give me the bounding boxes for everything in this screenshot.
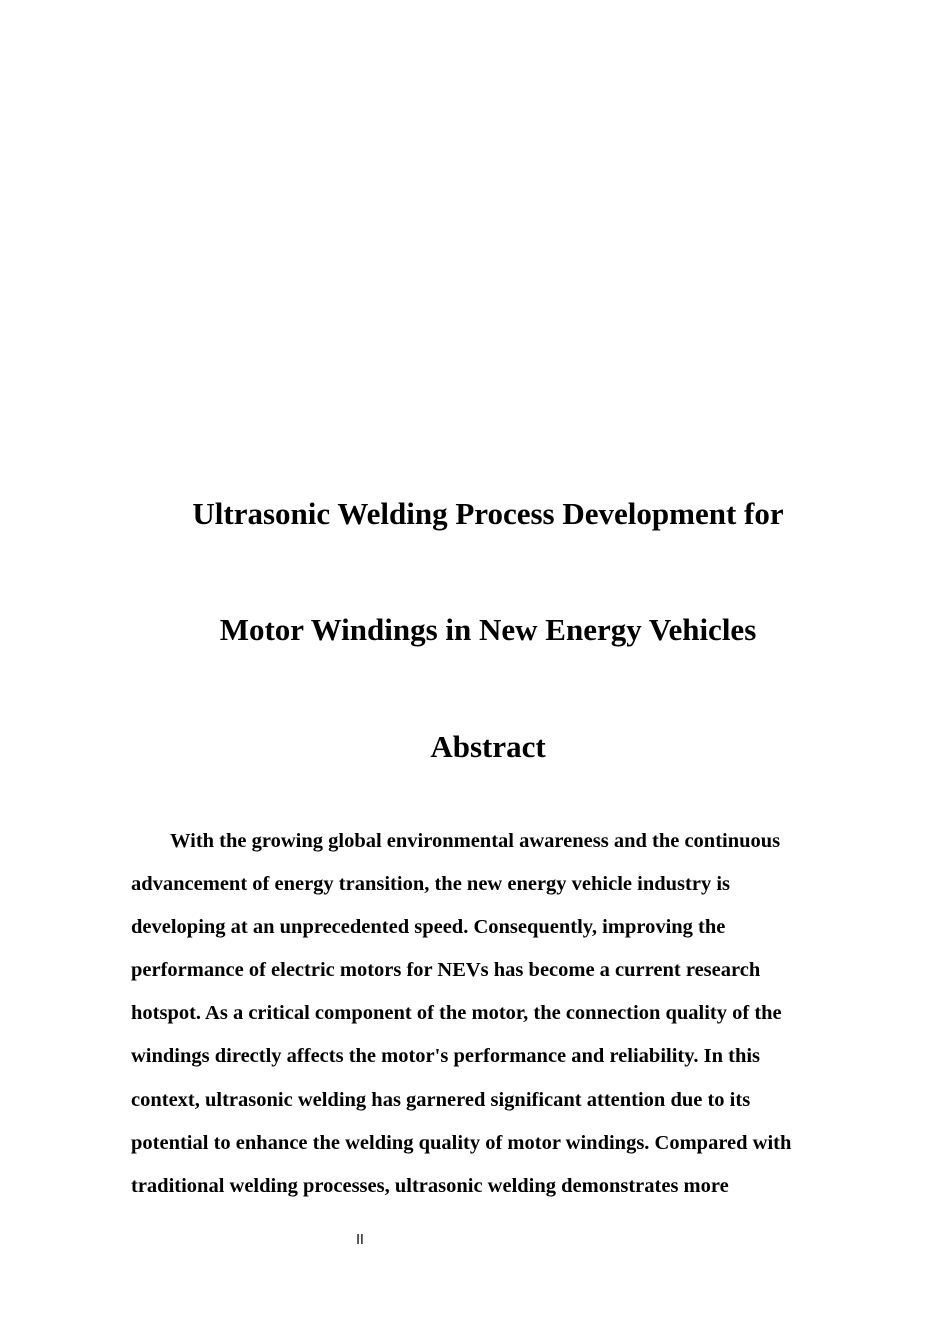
- abstract-line: developing at an unprecedented speed. Consequently, improving the: [131, 916, 726, 939]
- abstract-line: potential to enhance the welding quality of motor windings. Compared with: [131, 1131, 792, 1154]
- page-number: II: [356, 1233, 364, 1248]
- abstract-line: With the growing global environmental awareness and the continuous: [170, 830, 781, 852]
- abstract-line: advancement of energy transition, the new energy vehicle industry is: [131, 873, 730, 896]
- abstract-line: windings directly affects the motor's performance and reliability. In this: [131, 1045, 761, 1068]
- title-line-1: Ultrasonic Welding Process Development for: [192, 496, 784, 531]
- abstract-line: context, ultrasonic welding has garnered significant attention due to its: [131, 1088, 751, 1111]
- abstract-body: [131, 820, 851, 1208]
- abstract-line: performance of electric motors for NEVs has become a current research: [131, 959, 761, 982]
- abstract-heading: Abstract: [430, 729, 546, 764]
- title-line-2: Motor Windings in New Energy Vehicles: [219, 612, 757, 647]
- abstract-line: traditional welding processes, ultrasonic welding demonstrates more: [131, 1174, 729, 1197]
- abstract-line: hotspot. As a critical component of the motor, the connection quality of the: [131, 1002, 782, 1025]
